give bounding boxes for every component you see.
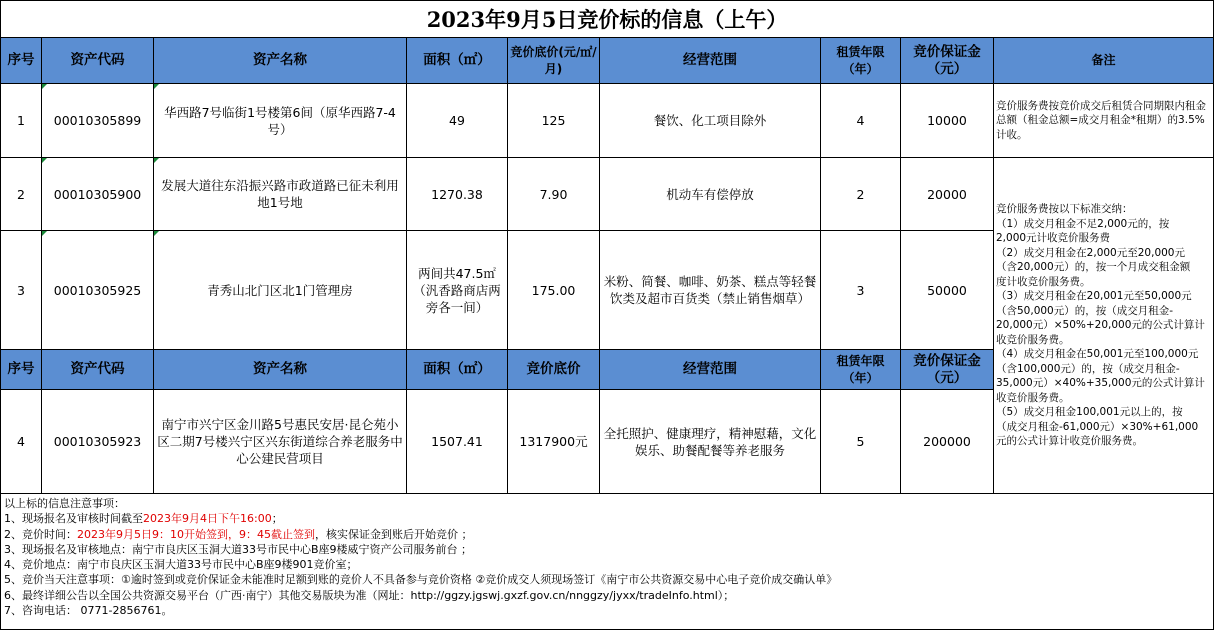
cell-price: 125 <box>508 84 600 158</box>
cell-scope: 餐饮、化工项目除外 <box>600 84 821 158</box>
notes-section <box>1 494 1214 630</box>
remark-line: 20,000元）×50%+20,000元的公式计算计 <box>996 319 1205 332</box>
header-name: 资产名称 <box>154 38 407 84</box>
cell-seq: 4 <box>1 390 42 494</box>
page-title: 2023年9月5日竞价标的信息（上午） <box>1 1 1214 38</box>
cell-seq: 2 <box>1 158 42 231</box>
cell-area: 1507.41 <box>407 390 508 494</box>
cell-term: 5 <box>821 390 901 494</box>
remark-line: 竞价服务费按以下标准交纳： <box>996 203 1133 216</box>
note-7: 7、咨询电话： 0771-2856761。 <box>4 604 173 618</box>
note-1-highlight: 2023年9月4日下午16:00 <box>143 512 272 526</box>
cell-scope: 机动车有偿停放 <box>600 158 821 231</box>
remark-1: 竞价服务费按竞价成交后租赁合同期限内租金总额（租金总额=成交月租金*租期）的3.5%计收。 <box>994 84 1214 158</box>
header-scope: 经营范围 <box>600 350 821 390</box>
note-1: 1、现场报名及审核时间截至2023年9月4日下午16:00； <box>4 512 283 526</box>
cell-code: 00010305899 <box>42 84 154 158</box>
note-6: 6、最终详细公告以全国公共资源交易平台（广西·南宁）其他交易版块为准（网址：http://ggzy.jgswj.gxzf.gov.cn/nnggzy/jyxx/tradeInfo.html）； <box>4 588 735 602</box>
cell-name: 发展大道往东沿振兴路市政道路已征未利用地1号地 <box>154 158 407 231</box>
cell-price: 7.90 <box>508 158 600 231</box>
cell-scope: 全托照护、健康理疗，精神慰藉，文化娱乐、助餐配餐等养老服务 <box>600 390 821 494</box>
header-price: 竞价底价 <box>508 350 600 390</box>
cell-scope: 米粉、简餐、咖啡、奶茶、糕点等轻餐饮类及超市百货类（禁止销售烟草） <box>600 231 821 350</box>
remark-line: （成交月租金-61,000元）×30%+61,000 <box>996 420 1199 433</box>
cell-price: 175.00 <box>508 231 600 350</box>
cell-term: 3 <box>821 231 901 350</box>
cell-code: 00010305900 <box>42 158 154 231</box>
note-4: 4、竞价地点：南宁市良庆区玉洞大道33号市民中心B座9楼901竞价室； <box>4 558 358 572</box>
cell-deposit: 200000 <box>901 390 994 494</box>
cell-seq: 1 <box>1 84 42 158</box>
header-scope: 经营范围 <box>600 38 821 84</box>
remark-line: （3）成交月租金在20,001元至50,000元 <box>996 290 1192 303</box>
remark-line: （含100,000元）的，按（成交月租金- <box>996 362 1180 375</box>
header-code: 资产代码 <box>42 38 154 84</box>
remark-line: 35,000元）×40%+35,000元的公式计算计 <box>996 377 1205 390</box>
remark-line: （含50,000元）的，按（成交月租金- <box>996 304 1174 317</box>
cell-term: 4 <box>821 84 901 158</box>
note-5: 5、竞价当天注意事项：①逾时签到或竞价保证金未能准时足额到账的竞价人不具备参与竞价资格 ②竞价成交人须现场签订《南宁市公共资源交易中心电子竞价成交确认单》 <box>4 573 838 587</box>
remark-line: 2,000元计收竞价服务费 <box>996 232 1111 245</box>
remark-line: （4）成交月租金在50,001元至100,000元 <box>996 348 1199 361</box>
table-row <box>1 84 1214 158</box>
header-price: 竞价底价(元/㎡/月) <box>508 38 600 84</box>
header-term: 租赁年限（年） <box>821 38 901 84</box>
cell-seq: 3 <box>1 231 42 350</box>
header-code: 资产代码 <box>42 350 154 390</box>
cell-name: 华西路7号临街1号楼第6间（原华西路7-4号） <box>154 84 407 158</box>
remark-line: （5）成交月租金100,001元以上的，按 <box>996 406 1183 419</box>
cell-name: 南宁市兴宁区金川路5号惠民安居·昆仑苑小区二期7号楼兴宁区兴东街道综合养老服务中心公建民营项目 <box>154 390 407 494</box>
cell-deposit: 20000 <box>901 158 994 231</box>
notes-intro: 以上标的信息注意事项： <box>4 497 125 510</box>
cell-area: 1270.38 <box>407 158 508 231</box>
header-name: 资产名称 <box>154 350 407 390</box>
note-2-highlight: 2023年9月5日9：10开始签到，9：45截止签到 <box>77 527 315 541</box>
note-3: 3、现场报名及审核地点：南宁市良庆区玉洞大道33号市民中心B座9楼威宁资产公司服务前台 ； <box>4 542 473 556</box>
cell-deposit: 50000 <box>901 231 994 350</box>
header-remark: 备注 <box>994 38 1214 84</box>
remark-line: （含20,000元）的，按一个月成交租金额 <box>996 261 1191 274</box>
remark-line: 元的公式计算计收竞价服务费。 <box>996 435 1143 448</box>
remark-line: 度计收竞价服务费。 <box>996 275 1091 288</box>
header-term: 租赁年限（年） <box>821 350 901 390</box>
remark-line: 收竞价服务费。 <box>996 391 1070 404</box>
remark-line: 收竞价服务费。 <box>996 333 1070 346</box>
header-seq: 序号 <box>1 350 42 390</box>
table-row <box>1 158 1214 231</box>
header-seq: 序号 <box>1 38 42 84</box>
cell-code: 00010305925 <box>42 231 154 350</box>
cell-deposit: 10000 <box>901 84 994 158</box>
header-area: 面积（㎡） <box>407 350 508 390</box>
remark-line: （2）成交月租金在2,000元至20,000元 <box>996 246 1185 259</box>
cell-area: 49 <box>407 84 508 158</box>
cell-price: 1317900元 <box>508 390 600 494</box>
header-deposit: 竞价保证金（元） <box>901 350 994 390</box>
cell-code: 00010305923 <box>42 390 154 494</box>
cell-name: 青秀山北门区北1门管理房 <box>154 231 407 350</box>
remark-2 <box>994 158 1214 494</box>
cell-area: 两间共47.5㎡（汎香路商店两旁各一间） <box>407 231 508 350</box>
remark-line: （1）成交月租金不足2,000元的，按 <box>996 217 1170 230</box>
header-area: 面积（㎡） <box>407 38 508 84</box>
header-deposit: 竞价保证金（元） <box>901 38 994 84</box>
note-2: 2、竞价时间：2023年9月5日9：10开始签到，9：45截止签到，核实保证金到账后开始竞价 ； <box>4 527 473 541</box>
cell-term: 2 <box>821 158 901 231</box>
